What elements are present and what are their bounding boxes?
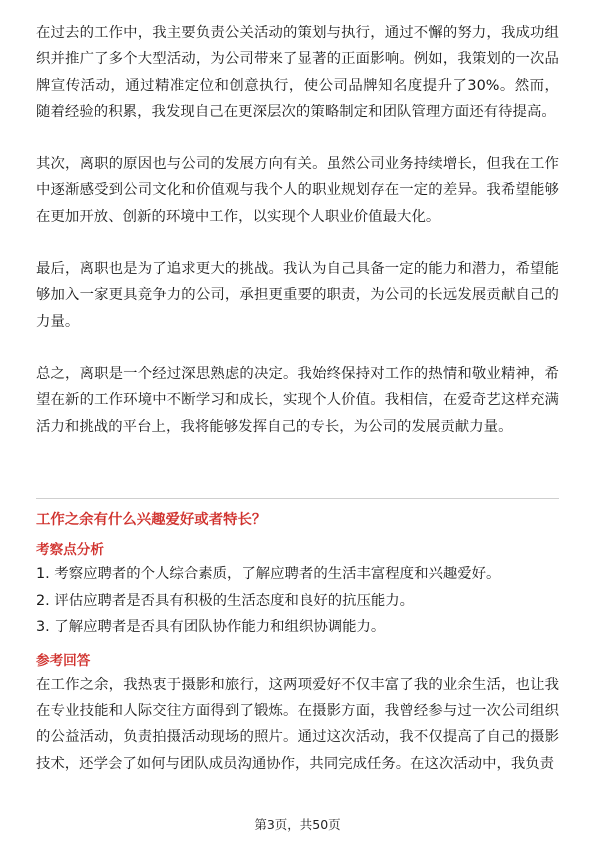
paragraph: 最后，离职也是为了追求更大的挑战。我认为自己具备一定的能力和潜力，希望能够加入一家更具竞争力的公司，承担更重要的职责，为公司的长远发展贡献自己的力量。: [36, 261, 559, 330]
answer-heading: 参考回答: [36, 652, 91, 669]
paragraph: 其次，离职的原因也与公司的发展方向有关。虽然公司业务持续增长，但我在工作中逐渐感受到公司文化和价值观与我个人的职业规划存在一定的差异。我希望能够在更加开放、创新的环境中工作，以实现个人职业价值最大化。: [36, 156, 559, 225]
question-block: [36, 507, 559, 777]
analysis-list: [36, 561, 559, 641]
list-item: 3. 了解应聘者是否具有团队协作能力和组织协调能力。: [36, 619, 386, 636]
list-item: 2. 评估应聘者是否具有积极的生活态度和良好的抗压能力。: [36, 592, 415, 609]
section-divider: [36, 498, 559, 499]
paragraph: 在过去的工作中，我主要负责公关活动的策划与执行，通过不懈的努力，我成功组织并推广了多个大型活动，为公司带来了显著的正面影响。例如，我策划的一次品牌宣传活动，通过精准定位和创意执行，使公司品牌知名度提升了30%。然而，随着经验的积累，我发现自己在更深层次的策略制定和团队管理方面还有待提高。: [36, 25, 559, 120]
list-item: 1. 考察应聘者的个人综合素质，了解应聘者的生活丰富程度和兴趣爱好。: [36, 566, 501, 582]
page-number: 第3页，共50页: [254, 817, 341, 832]
answer-text: 在工作之余，我热衷于摄影和旅行，这两项爱好不仅丰富了我的业余生活，也让我在专业技能和人际交往方面得到了锻炼。在摄影方面，我曾经参与过一次公司组织的公益活动，负责拍摄活动现场的照片。通过这次活动，我不仅提高了自己的摄影技术，还学会了如何与团队成员沟通协作，共同完成任务。在这次活动中，我负责: [36, 676, 559, 772]
analysis-heading: 考察点分析: [36, 542, 104, 558]
body-text: [36, 20, 559, 440]
question-title: 工作之余有什么兴趣爱好或者特长？: [36, 512, 267, 528]
paragraph: 总之，离职是一个经过深思熟虑的决定。我始终保持对工作的热情和敬业精神，希望在新的工作环境中不断学习和成长，实现个人价值。我相信，在爱奇艺这样充满活力和挑战的平台上，我将能够发挥自己的专长，为公司的发展贡献力量。: [36, 365, 559, 435]
